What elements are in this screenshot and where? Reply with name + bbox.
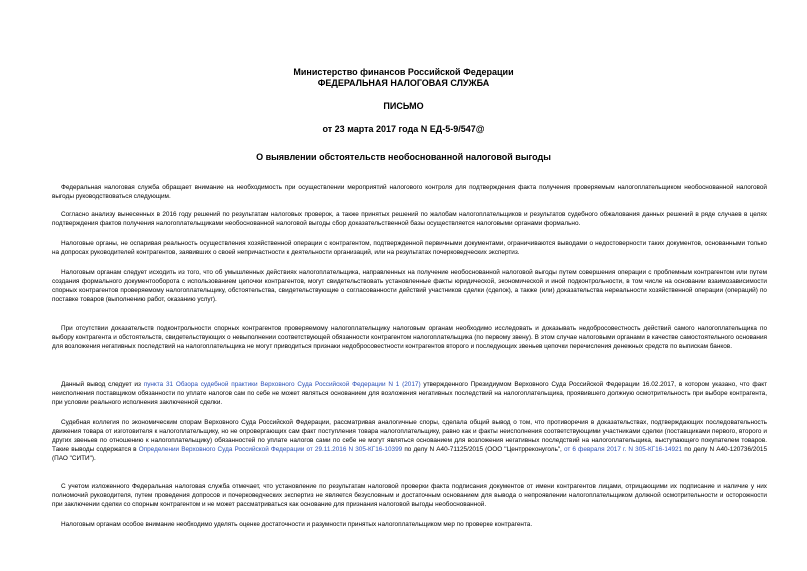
paragraph-6-text-b: утвержденного Президиумом Верховного Суда Российской Федерации 16.02.2017, в котором указано, что факт неисполнения поставщиком обязанности по уплате налогов сам по себе не может являться основанием для возложения негативных последствий на налогоплательщика, проявившего должную осмотрительность при выборе контрагента, при условии реального исполнения заключенной сделки.: [52, 381, 767, 406]
paragraph-8: С учетом изложенного Федеральная налоговая служба отмечает, что установление по результатам налоговой проверки факта подписания документов от имени контрагентов лицами, отрицающими их подписание и наличие у них полномочий руководителя, путем проведения допросов и почерковедческих экспертиз не является безусловным и достаточным основанием для вывода о непроявлении налогоплательщиком должной осмотрительности и осторожности при заключении сделки со спорным контрагентом и не может рассматриваться как основание для признания налоговой выгоды необоснованной.: [52, 483, 767, 508]
court-review-link[interactable]: пункта 31 Обзора судебной практики Верховного Суда Российской Федерации N 1 (2017): [143, 381, 421, 388]
paragraph-9: Налоговым органам особое внимание необходимо уделять оценке достаточности и разумности принятых налогоплательщиком мер по проверке контрагента.: [61, 521, 533, 528]
court-ruling-link-1[interactable]: Определении Верховного Суда Российской Федерации от 29.11.2016 N 305-КГ16-10399: [138, 446, 403, 453]
paragraph-1: Федеральная налоговая служба обращает внимание на необходимость при осуществлении мероприятий налогового контроля для подтверждения факта получения проверяемым налогоплательщиком необоснованной налоговой выгоды руководствоваться следующим.: [52, 184, 767, 200]
paragraph-2: Согласно анализу вынесенных в 2016 году решений по результатам налоговых проверок, а также принятых решений по жалобам налогоплательщиков и результатов судебного обжалования данных решений в ряде случаев в целях подтверждения фактов получения налогоплательщиками необоснованной налоговой выгоды сбор доказательственной базы осуществляется налоговыми органами формально.: [52, 211, 767, 227]
paragraph-7-text-a: Судебная коллегия по экономическим спорам Верховного Суда Российской Федерации, рассматривая аналогичные споры, сделала общий вывод о том, что противоречия в доказательствах, подтверждающих последовательность движения товара от изготовителя к налогоплательщику, но не опровергающих сам факт поступления товара налогоплательщику, равно как и факты неисполнения соответствующими участниками сделки (поставщиками первого, второго и других звеньев по отношению к налогоплательщику) обязанностей по уплате налогов сами по себе не могут являться основанием для возложения негативных последствий на налогоплательщика, выступающего покупателем товаров. Такие выводы содержатся в: [52, 419, 767, 453]
subject-heading: О выявлении обстоятельств необоснованной налоговой выгоды: [256, 152, 551, 162]
paragraph-5: При отсутствии доказательств подконтрольности спорных контрагентов проверяемому налогоплательщику налоговым органам необходимо исследовать и доказывать недобросовестность действий самого налогоплательщика по выбору контрагента и обстоятельств, свидетельствующих о невыполнении соответствующей обязанности контрагентом налогоплательщика (по первому звену). В этом случае налоговыми органами в качестве самостоятельного основания для возложения негативных последствий на налогоплательщика не могут приводиться признаки недобросовестности контрагентов второго и последующих звеньев цепочки перечисления денежных средств по выпискам банков.: [52, 325, 767, 350]
paragraph-3: Налоговые органы, не оспаривая реальность осуществления хозяйственной операции с контрагентом, подтвержденной первичными документами, ограничиваются выводами о недостоверности таких документов, основанными только на допросах руководителей контрагентов, заявивших о своей непричастности к деятельности организаций, или на результатах почерковедческих экспертиз.: [52, 240, 767, 256]
ministry-heading: Министерство финансов Российской Федерации: [293, 67, 514, 77]
doc-type-heading: ПИСЬМО: [383, 101, 424, 111]
paragraph-6-text-a: Данный вывод следует из: [61, 381, 144, 388]
paragraph-4: Налоговым органам следует исходить из того, что об умышленных действиях налогоплательщика, направленных на получение необоснованной налоговой выгоды путем совершения операции с проблемным контрагентом или путем создания формального документооборота с использованием цепочки контрагентов, могут свидетельствовать установленные факты юридической, экономической и иной подконтрольности, в том числе на основании взаимозависимости спорных контрагентов проверяемому налогоплательщику, обстоятельства, свидетельствующие о согласованности действий участников сделки (сделок), а также (или) доказательства нереальности хозяйственной операции (операций) по поставке товаров (выполнению работ, оказанию услуг).: [52, 269, 767, 303]
doc-date-heading: от 23 марта 2017 года N ЕД-5-9/547@: [322, 124, 485, 134]
paragraph-7: [52, 418, 767, 463]
service-heading: ФЕДЕРАЛЬНАЯ НАЛОГОВАЯ СЛУЖБА: [317, 78, 490, 88]
paragraph-7-text-b: по делу N А40-71125/2015 (ООО "Центрреконуголь",: [402, 446, 564, 453]
paragraph-6: [52, 380, 767, 407]
paragraph-7-text-c: по делу N А40-120736/2015 (ПАО "СИТИ").: [52, 446, 768, 462]
court-ruling-link-2[interactable]: от 6 февраля 2017 г. N 305-КГ16-14921: [563, 446, 683, 453]
